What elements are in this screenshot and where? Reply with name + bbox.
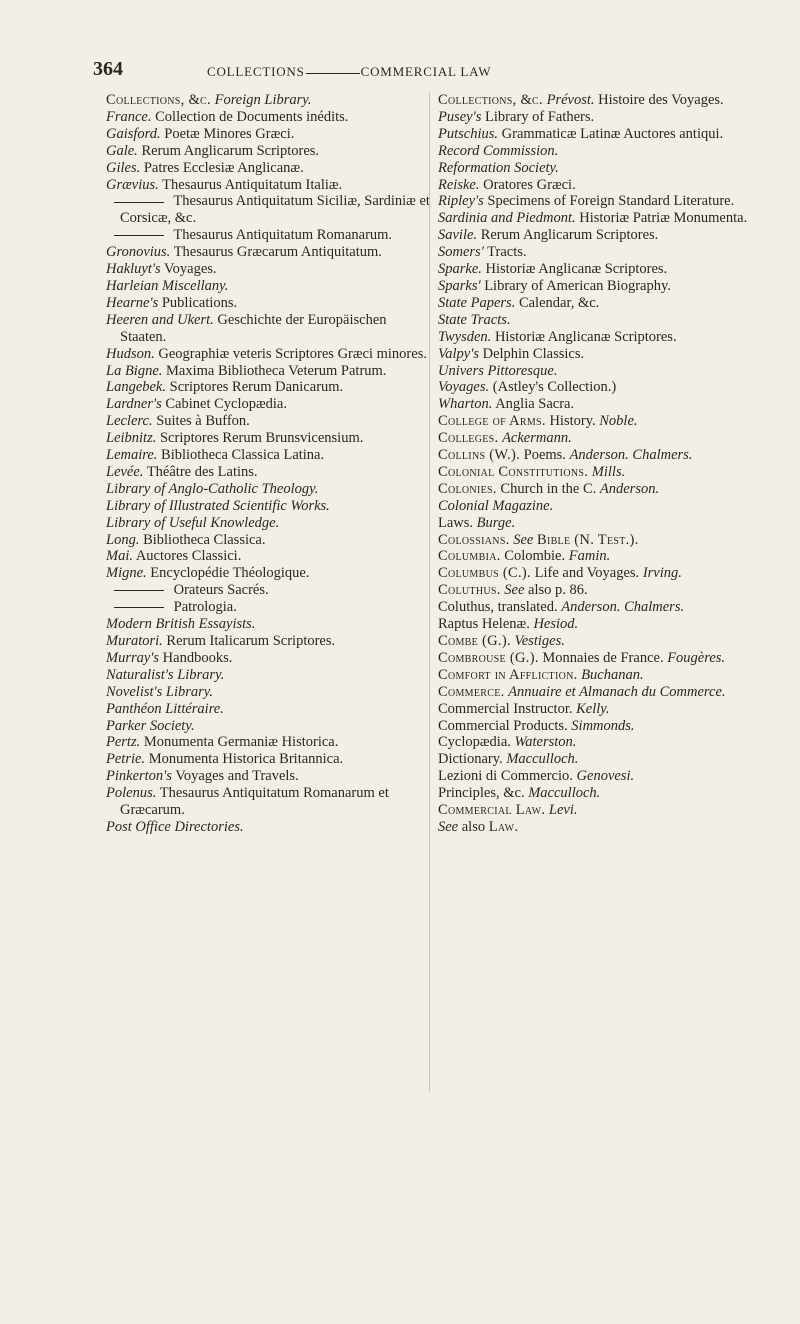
- index-entry: [438, 244, 768, 261]
- entry-text: Patres Ecclesiæ Anglicanæ.: [143, 159, 304, 176]
- index-entry: [438, 515, 768, 532]
- index-entry: [106, 515, 436, 532]
- entry-heading: See: [438, 818, 459, 835]
- entry-heading: Coluthus, translated.: [438, 599, 558, 616]
- index-entry: [438, 565, 768, 582]
- entry-text: Oratores Græci.: [483, 176, 576, 193]
- index-entry: [106, 363, 436, 380]
- entry-heading: Colonial Magazine.: [438, 497, 554, 514]
- index-entry: [438, 734, 768, 751]
- entry-heading: Polenus.: [106, 785, 157, 802]
- index-entry: [106, 498, 436, 515]
- entry-heading: Hearne's: [106, 294, 159, 311]
- entry-heading: Lezioni di Commercio.: [438, 768, 573, 785]
- entry-heading: Giles.: [106, 159, 141, 176]
- entry-heading: Gronovius.: [106, 244, 171, 261]
- entry-text: Bibliotheca Classica.: [143, 531, 266, 548]
- entry-heading: College of Arms.: [438, 413, 546, 430]
- entry-heading: Long.: [106, 531, 140, 548]
- entry-heading: Panthéon Littéraire.: [106, 700, 224, 717]
- entry-text: Voyages.: [164, 261, 217, 278]
- entry-heading: Collections, &c.: [438, 92, 543, 108]
- entry-heading: Pertz.: [106, 734, 141, 751]
- index-entry: [106, 684, 436, 701]
- index-entry: [106, 413, 436, 430]
- index-entry: [106, 346, 436, 363]
- index-entry: [106, 193, 436, 227]
- entry-text: Burge.: [476, 514, 516, 531]
- index-entry: [438, 177, 768, 194]
- entry-heading: Reformation Society.: [438, 159, 559, 176]
- entry-heading: Combe (G.).: [438, 633, 511, 649]
- index-entry: [106, 599, 436, 616]
- index-entry: [438, 109, 768, 126]
- index-entry: [106, 633, 436, 650]
- entry-heading: Reiske.: [438, 176, 480, 193]
- entry-text: Foreign Library.: [214, 92, 312, 108]
- ditto-rule: [114, 235, 164, 236]
- entry-heading: Leclerc.: [106, 413, 153, 430]
- entry-heading: La Bigne.: [106, 362, 163, 379]
- entry-heading: Commercial Products.: [438, 717, 568, 734]
- entry-heading: Sparks': [438, 277, 481, 294]
- index-entry: [438, 481, 768, 498]
- entry-heading: Collections, &c.: [106, 92, 211, 108]
- index-entry: [106, 819, 436, 836]
- entry-heading: Pusey's: [438, 108, 482, 125]
- index-entry: [106, 582, 436, 599]
- entry-text: Mills.: [591, 463, 626, 480]
- entry-text: Thesaurus Græcarum Antiquitatum.: [173, 244, 382, 261]
- right-column: [438, 92, 768, 836]
- entry-text: Historiæ Patriæ Monumenta.: [579, 210, 748, 227]
- index-entry: [106, 447, 436, 464]
- index-entry: [106, 295, 436, 312]
- entry-text: Vestiges.: [514, 633, 565, 649]
- entry-heading: State Tracts.: [438, 311, 511, 328]
- entry-heading: Lemaire.: [106, 447, 158, 464]
- column-divider: [429, 92, 430, 1092]
- index-entry: [438, 582, 768, 599]
- entry-text: Delphin Classics.: [482, 345, 585, 362]
- entry-text: See: [504, 582, 525, 599]
- index-entry: [438, 413, 768, 430]
- index-entry: [106, 768, 436, 785]
- entry-text: Suites à Buffon.: [156, 413, 250, 430]
- entry-text: Maxima Bibliotheca Veterum Patrum.: [166, 362, 387, 379]
- index-entry: [106, 177, 436, 194]
- entry-heading: Novelist's Library.: [106, 683, 214, 700]
- entry-text: Kelly.: [576, 700, 610, 717]
- entry-text: Waterston.: [514, 734, 577, 751]
- entry-heading: Muratori.: [106, 633, 163, 649]
- index-entry: [106, 244, 436, 261]
- entry-heading: Voyages.: [438, 379, 490, 396]
- entry-heading: Migne.: [106, 565, 147, 582]
- entry-text: Irving.: [642, 565, 682, 582]
- entry-text: Thesaurus Antiquitatum Romanarum et Græcarum.: [120, 785, 389, 819]
- index-entry: [106, 160, 436, 177]
- entry-heading: Savile.: [438, 227, 478, 244]
- entry-text: Historiæ Anglicanæ Scriptores.: [485, 261, 668, 278]
- index-entry: [438, 701, 768, 718]
- index-entry: [438, 768, 768, 785]
- index-entry: [106, 143, 436, 160]
- entry-text: Life and Voyages.: [534, 565, 640, 582]
- entry-text: Rerum Anglicarum Scriptores.: [480, 227, 659, 244]
- index-entry: [438, 278, 768, 295]
- index-entry: [106, 650, 436, 667]
- entry-text: Buchanan.: [581, 666, 644, 683]
- index-entry: [106, 278, 436, 295]
- entry-text: Thesaurus Antiquitatum Italiæ.: [162, 176, 343, 193]
- entry-heading: Gaisford.: [106, 125, 161, 142]
- entry-text: Specimens of Foreign Standard Literature.: [487, 193, 735, 210]
- index-entry: [438, 532, 768, 549]
- entry-heading: Ripley's: [438, 193, 484, 210]
- index-entry: [106, 616, 436, 633]
- entry-text: also p. 86.: [528, 582, 588, 599]
- entry-heading: Murray's: [106, 649, 160, 666]
- index-entry: [438, 160, 768, 177]
- index-entry: [438, 667, 768, 684]
- entry-text: Anderson. Chalmers.: [561, 599, 685, 616]
- entry-heading: Gale.: [106, 142, 138, 159]
- index-entry: [106, 481, 436, 498]
- entry-heading: Comfort in Affliction.: [438, 666, 578, 683]
- entry-text: Fougères.: [667, 649, 726, 666]
- entry-heading: Post Office Directories.: [106, 818, 244, 835]
- entry-text: Famin.: [568, 548, 611, 565]
- entry-text: Anderson.: [599, 480, 660, 497]
- entry-text: Rerum Italicarum Scriptores.: [166, 633, 336, 649]
- entry-heading: State Papers.: [438, 294, 516, 311]
- entry-text: Bible (N. Test.).: [536, 531, 639, 548]
- entry-heading: Grævius.: [106, 176, 159, 193]
- entry-text: Théâtre des Latins.: [146, 463, 258, 480]
- index-entry: [438, 396, 768, 413]
- entry-heading: Sparke.: [438, 261, 482, 278]
- entry-text: Encyclopédie Théologique.: [150, 565, 310, 582]
- entry-text: Handbooks.: [162, 649, 233, 666]
- index-entry: [438, 227, 768, 244]
- entry-text: Grammaticæ Latinæ Auctores antiqui.: [501, 125, 724, 142]
- running-head-left: COLLECTIONS: [207, 64, 305, 79]
- entry-heading: Lardner's: [106, 396, 162, 413]
- index-entry: [438, 684, 768, 701]
- entry-text: Scriptores Rerum Brunsvicensium.: [159, 430, 364, 447]
- entry-heading: Commercial Law.: [438, 802, 546, 819]
- entry-heading: Parker Society.: [106, 717, 195, 734]
- index-entry: [438, 650, 768, 667]
- entry-heading: Twysden.: [438, 328, 492, 345]
- entry-heading: Pinkerton's: [106, 768, 172, 785]
- index-entry: [106, 109, 436, 126]
- entry-heading: Library of Useful Knowledge.: [106, 514, 280, 531]
- entry-text: Monumenta Germaniæ Historica.: [143, 734, 339, 751]
- entry-heading: Dictionary.: [438, 751, 503, 768]
- entry-text: Patrologia.: [173, 599, 237, 616]
- entry-text: Bibliotheca Classica Latina.: [161, 447, 325, 464]
- entry-text: Thesaurus Antiquitatum Siciliæ, Sardiniæ et Corsicæ, &c.: [120, 193, 430, 227]
- entry-heading: Hakluyt's: [106, 261, 161, 278]
- index-entry: [438, 210, 768, 227]
- index-entry: [106, 464, 436, 481]
- entry-text: Geschichte der Europäischen Staaten.: [120, 311, 387, 345]
- index-entry: [106, 227, 436, 244]
- entry-heading: Raptus Helenæ.: [438, 616, 530, 633]
- index-entry: [438, 633, 768, 650]
- index-entry: [438, 464, 768, 481]
- running-head-right: COMMERCIAL LAW: [360, 64, 492, 79]
- ditto-rule: [114, 607, 164, 608]
- entry-heading: Columbia.: [438, 548, 501, 565]
- index-entry: [106, 718, 436, 735]
- entry-heading: Leibnitz.: [106, 430, 157, 447]
- left-column: [106, 92, 436, 836]
- entry-heading: Commerce.: [438, 683, 505, 700]
- index-entry: [106, 532, 436, 549]
- entry-heading: Wharton.: [438, 396, 493, 413]
- entry-text: Tracts.: [487, 244, 527, 261]
- entry-text: Simmonds.: [571, 717, 635, 734]
- entry-text: Voyages and Travels.: [175, 768, 299, 785]
- index-entry: [438, 92, 768, 109]
- entry-text: Prévost.: [546, 92, 595, 108]
- entry-heading: France.: [106, 108, 152, 125]
- index-entry: [438, 329, 768, 346]
- entry-text: Colombie.: [504, 548, 566, 565]
- entry-heading: Modern British Essayists.: [106, 616, 256, 633]
- entry-text: Poetæ Minores Græci.: [164, 125, 295, 142]
- entry-heading: Library of Anglo-Catholic Theology.: [106, 480, 319, 497]
- index-entry: [106, 312, 436, 346]
- index-entry: [438, 261, 768, 278]
- entry-heading: Collins (W.).: [438, 447, 521, 464]
- entry-text: Monumenta Historica Britannica.: [148, 751, 344, 768]
- entry-text: Poems.: [523, 447, 566, 464]
- entry-text: Historiæ Anglicanæ Scriptores.: [494, 328, 677, 345]
- page-number: 364: [93, 58, 123, 80]
- entry-text: Levi.: [548, 802, 578, 819]
- entry-heading: Valpy's: [438, 345, 479, 362]
- entry-heading: Somers': [438, 244, 484, 261]
- index-entry: [106, 701, 436, 718]
- entry-heading: Colonies.: [438, 480, 497, 497]
- entry-heading: Hudson.: [106, 345, 155, 362]
- index-entry: [106, 126, 436, 143]
- entry-text: Auctores Classici.: [135, 548, 242, 565]
- index-entry: [106, 785, 436, 819]
- index-entry: [438, 363, 768, 380]
- index-entry: [438, 346, 768, 363]
- index-entry: [438, 819, 768, 836]
- entry-text: Library of Fathers.: [485, 108, 595, 125]
- entry-heading: Univers Pittoresque.: [438, 362, 558, 379]
- entry-heading: Mai.: [106, 548, 133, 565]
- index-entry: [438, 599, 768, 616]
- entry-text: Hesiod.: [533, 616, 579, 633]
- running-head-dash: [306, 73, 360, 74]
- index-entry: [438, 447, 768, 464]
- index-entry: [438, 379, 768, 396]
- index-entry: [106, 667, 436, 684]
- entry-heading: Combrouse (G.).: [438, 649, 539, 666]
- entry-text: (Astley's Collection.): [492, 379, 617, 396]
- index-entry: [438, 498, 768, 515]
- entry-text: Anglia Sacra.: [495, 396, 575, 413]
- index-entry: [438, 548, 768, 565]
- entry-text: also: [461, 818, 486, 835]
- entry-heading: Heeren and Ukert.: [106, 311, 214, 328]
- entry-text: Calendar, &c.: [518, 294, 600, 311]
- entry-heading: Library of Illustrated Scientific Works.: [106, 497, 330, 514]
- index-entry: [438, 751, 768, 768]
- index-entry: [106, 396, 436, 413]
- entry-heading: Cyclopædia.: [438, 734, 511, 751]
- index-entry: [438, 718, 768, 735]
- entry-heading: Columbus (C.).: [438, 565, 531, 582]
- index-entry: [106, 261, 436, 278]
- entry-text: Publications.: [161, 294, 238, 311]
- entry-text: Cabinet Cyclopædia.: [165, 396, 287, 413]
- entry-heading: Harleian Miscellany.: [106, 277, 229, 294]
- entry-text: Rerum Anglicarum Scriptores.: [141, 142, 320, 159]
- entry-text: Genovesi.: [576, 768, 635, 785]
- entry-text: Geographiæ veteris Scriptores Græci minores.: [158, 345, 427, 362]
- index-entry: [438, 193, 768, 210]
- entry-heading: Naturalist's Library.: [106, 666, 225, 683]
- entry-text: Orateurs Sacrés.: [173, 582, 269, 599]
- index-entry: [106, 751, 436, 768]
- entry-text: Church in the C.: [500, 480, 597, 497]
- index-entry: [438, 126, 768, 143]
- entry-heading: Levée.: [106, 463, 144, 480]
- index-entry: [438, 295, 768, 312]
- entry-heading: Colleges.: [438, 430, 499, 447]
- index-entry: [438, 616, 768, 633]
- entry-heading: Colonial Constitutions.: [438, 463, 589, 480]
- entry-heading: Sardinia and Piedmont.: [438, 210, 576, 227]
- ditto-rule: [114, 590, 164, 591]
- index-entry: [438, 143, 768, 160]
- entry-heading: Petrie.: [106, 751, 146, 768]
- entry-text: History.: [549, 413, 596, 430]
- entry-text: Collection de Documents inédits.: [155, 108, 349, 125]
- entry-heading: Laws.: [438, 514, 474, 531]
- index-entry: [438, 785, 768, 802]
- index-entry: [438, 802, 768, 819]
- entry-text: Anderson. Chalmers.: [569, 447, 693, 464]
- entry-heading: Principles, &c.: [438, 785, 525, 802]
- entry-heading: Putschius.: [438, 125, 499, 142]
- index-entry: [106, 430, 436, 447]
- entry-text: Library of American Biography.: [484, 277, 671, 294]
- index-entry: [106, 548, 436, 565]
- entry-heading: Langebek.: [106, 379, 166, 396]
- entry-heading: Record Commission.: [438, 142, 559, 159]
- entry-heading: Colossians.: [438, 531, 510, 548]
- index-entry: [438, 312, 768, 329]
- ditto-rule: [114, 202, 164, 203]
- running-head: [207, 64, 707, 80]
- entry-heading: Coluthus.: [438, 582, 501, 599]
- index-entry: [106, 92, 436, 109]
- entry-text: Thesaurus Antiquitatum Romanarum.: [173, 227, 393, 244]
- entry-text: Noble.: [599, 413, 638, 430]
- entry-text: Macculloch.: [506, 751, 579, 768]
- index-entry: [106, 734, 436, 751]
- entry-text: Annuaire et Almanach du Commerce.: [508, 683, 726, 700]
- entry-text: Macculloch.: [528, 785, 601, 802]
- entry-text: Histoire des Voyages.: [598, 92, 724, 108]
- index-entry: [106, 565, 436, 582]
- entry-text: Law.: [488, 818, 519, 835]
- entry-text: Scriptores Rerum Danicarum.: [169, 379, 344, 396]
- index-entry: [106, 379, 436, 396]
- entry-heading: Commercial Instructor.: [438, 700, 573, 717]
- entry-text: Ackermann.: [502, 430, 572, 447]
- index-entry: [438, 430, 768, 447]
- entry-text: Monnaies de France.: [542, 649, 664, 666]
- entry-text: See: [513, 531, 534, 548]
